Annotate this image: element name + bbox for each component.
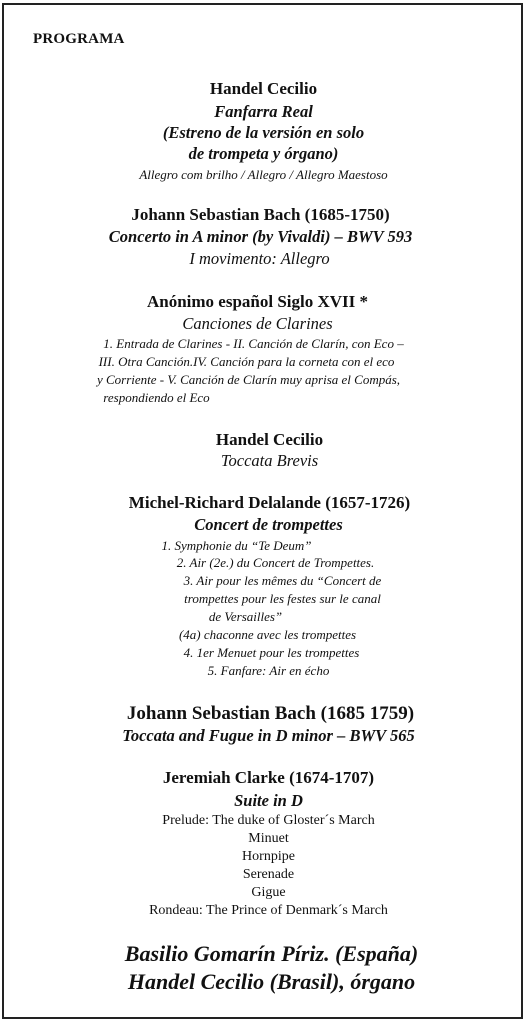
program-heading: PROGRAMA xyxy=(33,31,125,47)
work-title: Suite in D xyxy=(234,791,303,810)
movement-line: 4. 1er Menuet pour les trompettes xyxy=(183,645,360,660)
movement-line: (4a) chaconne avec les trompettes xyxy=(178,627,357,642)
work-title: Toccata Brevis xyxy=(220,451,319,470)
movement-line: 3. Air pour les mêmes du “Concert de xyxy=(183,573,382,588)
composer-name: Michel-Richard Delalande (1657-1726) xyxy=(128,493,411,512)
composer-name: Anónimo español Siglo XVII * xyxy=(146,292,369,311)
work-subtitle: (Estreno de la versión en solo xyxy=(162,123,365,142)
movement-line: 1. Entrada de Clarines - II. Canción de Clarín, con Eco – xyxy=(103,336,404,351)
work-subtitle: de trompeta y órgano) xyxy=(188,144,339,163)
movement-line: Gigue xyxy=(251,885,286,900)
movement-line: de Versailles” xyxy=(208,609,283,624)
movement-line: Allegro com brilho / Allegro / Allegro Maestoso xyxy=(139,167,388,182)
movement-line: 5. Fanfare: Air en écho xyxy=(207,663,330,678)
work-title: Canciones de Clarines xyxy=(182,314,333,333)
work-title: Concert de trompettes xyxy=(194,515,343,534)
composer-name: Handel Cecilio xyxy=(209,79,318,98)
composer-name: Johann Sebastian Bach (1685-1750) xyxy=(131,205,390,224)
movement-line: Serenade xyxy=(242,867,295,882)
work-title: Concerto in A minor (by Vivaldi) – BWV 593 xyxy=(108,227,413,246)
movement-line: 1. Symphonie du “Te Deum” xyxy=(161,538,312,553)
movement-line: III. Otra Canción.IV. Canción para la corneta con el eco xyxy=(98,354,395,369)
performer-line: Handel Cecilio (Brasil), órgano xyxy=(127,969,416,994)
work-title: Toccata and Fugue in D minor – BWV 565 xyxy=(122,726,415,745)
composer-name: Jeremiah Clarke (1674-1707) xyxy=(162,768,375,787)
movement-line: Minuet xyxy=(248,831,289,846)
movement-line: Hornpipe xyxy=(242,849,295,864)
movement-line: respondiendo el Eco xyxy=(103,390,210,405)
movement-line: Prelude: The duke of Gloster´s March xyxy=(162,813,375,828)
composer-name: Johann Sebastian Bach (1685 1759) xyxy=(126,703,415,724)
movement-line: 2. Air (2e.) du Concert de Trompettes. xyxy=(176,555,375,570)
movement-line: Rondeau: The Prince of Denmark´s March xyxy=(149,903,388,918)
composer-name: Handel Cecilio xyxy=(215,430,324,449)
movement-line: y Corriente - V. Canción de Clarín muy aprisa el Compás, xyxy=(96,372,401,387)
performer-line: Basilio Gomarín Píriz. (España) xyxy=(124,941,419,966)
movement-line: I movimento: Allegro xyxy=(189,249,330,268)
movement-line: trompettes pour les festes sur le canal xyxy=(184,591,381,606)
work-title: Fanfarra Real xyxy=(214,102,313,121)
